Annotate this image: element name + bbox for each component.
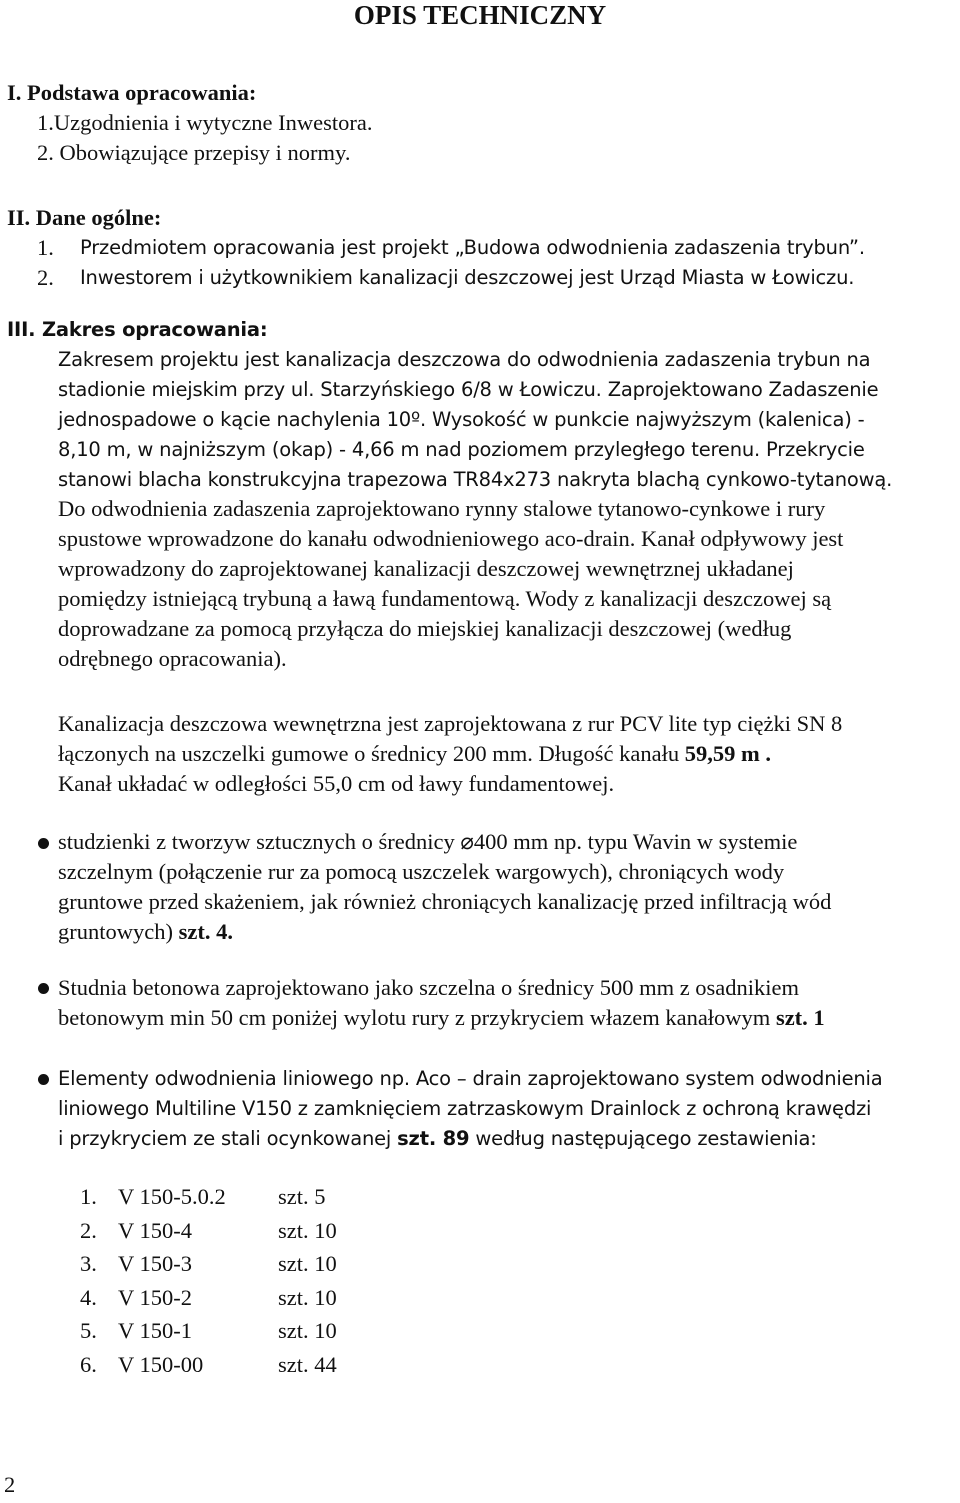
page-number: 2 (4, 1472, 16, 1497)
bullet-icon (38, 983, 49, 994)
bullet-line: Studnia betonowa zaprojektowano jako szczelna o średnicy 500 mm z osadnikiem (58, 975, 800, 1000)
section-2-item-num: 2. (37, 265, 54, 290)
table-row: 5. V 150-1 szt. 10 (80, 1318, 337, 1343)
items-table (80, 1180, 337, 1381)
paragraph-line: odrębnego opracowania). (58, 646, 287, 671)
section-1-heading: I. Podstawa opracowania: (7, 80, 257, 105)
table-row: 4. V 150-2 szt. 10 (80, 1284, 337, 1310)
paragraph-line: wprowadzony do zaprojektowanej kanalizacji deszczowej wewnętrznej układanej (58, 556, 794, 581)
paragraph-line: łączonych na uszczelki gumowe o średnicy 200 mm. Długość kanału 59,59 m . (58, 741, 771, 766)
paragraph-line: Kanalizacja deszczowa wewnętrzna jest zaprojektowana z rur PCV lite typ ciężki SN 8 (58, 711, 843, 736)
bullet-line: szczelnym (połączenie rur za pomocą uszczelek wargowych), chroniących wody (58, 859, 785, 884)
table-row: 1. V 150-5.0.2 szt. 5 (80, 1184, 326, 1209)
paragraph-line: jednospadowe o kącie nachylenia 10º. Wysokość w punkcie najwyższym (kalenica) - (58, 408, 865, 431)
section-2-item-num: 1. (37, 235, 54, 260)
bullet-icon (38, 1074, 49, 1085)
table-row: 3. V 150-3 szt. 10 (80, 1251, 337, 1276)
paragraph-line: doprowadzane za pomocą przyłącza do miejskiej kanalizacji deszczowej (według (58, 616, 792, 641)
bullet-line: Elementy odwodnienia liniowego np. Aco – drain zaprojektowano system odwodnienia (58, 1067, 883, 1090)
section-3-heading: III. Zakres opracowania: (7, 318, 268, 341)
section-1-item: 1.Uzgodnienia i wytyczne Inwestora. (37, 110, 373, 135)
paragraph-line: spustowe wprowadzone do kanału odwodnieniowego aco-drain. Kanał odpływowy jest (58, 526, 844, 551)
bullet-line: liniowego Multiline V150 z zamknięciem zatrzaskowym Drainlock z ochroną krawędzi (58, 1097, 872, 1120)
bullet-line: gruntowych) szt. 4. (58, 919, 233, 944)
bullet-icon (38, 838, 49, 849)
section-2-item-text: Inwestorem i użytkownikiem kanalizacji deszczowej jest Urząd Miasta w Łowiczu. (80, 266, 855, 289)
section-2-heading: II. Dane ogólne: (7, 205, 162, 230)
bullet-line: i przykryciem ze stali ocynkowanej szt. 89 według następującego zestawienia: (58, 1127, 817, 1150)
section-1-item: 2. Obowiązujące przepisy i normy. (37, 140, 351, 165)
bullet-line: studzienki z tworzyw sztucznych o średnicy ⌀400 mm np. typu Wavin w systemie (58, 829, 798, 854)
paragraph-line: Zakresem projektu jest kanalizacja deszczowa do odwodnienia zadaszenia trybun na (58, 348, 871, 371)
paragraph-line: stanowi blacha konstrukcyjna trapezowa TR84x273 nakryta blachą cynkowo-tytanową. (58, 468, 893, 491)
channel-length: 59,59 m . (684, 741, 771, 766)
paragraph-line: Kanał układać w odległości 55,0 cm od ławy fundamentowej. (58, 771, 615, 796)
paragraph-line: Do odwodnienia zadaszenia zaprojektowano rynny stalowe tytanowo-cynkowe i rury (58, 496, 826, 521)
table-row: 6. V 150-00 szt. 44 (80, 1351, 337, 1377)
table-row: 2. V 150-4 szt. 10 (80, 1217, 337, 1243)
paragraph-line: stadionie miejskim przy ul. Starzyńskiego 6/8 w Łowiczu. Zaprojektowano Zadaszenie (58, 378, 879, 401)
page-title: OPIS TECHNICZNY (353, 0, 607, 30)
bullet-line: gruntowe przed skażeniem, jak również chroniących kanalizację przed infiltracją wód (58, 889, 832, 914)
paragraph-line: 8,10 m, w najniższym (okap) - 4,66 m nad poziomem przyległego terenu. Przekrycie (58, 438, 865, 461)
paragraph-line: pomiędzy istniejącą trybuną a ławą fundamentową. Wody z kanalizacji deszczowej są (58, 586, 832, 611)
section-2-item-text: Przedmiotem opracowania jest projekt „Budowa odwodnienia zadaszenia trybun”. (80, 236, 865, 259)
bullet-line: betonowym min 50 cm poniżej wylotu rury z przykryciem włazem kanałowym szt. 1 (58, 1005, 825, 1030)
